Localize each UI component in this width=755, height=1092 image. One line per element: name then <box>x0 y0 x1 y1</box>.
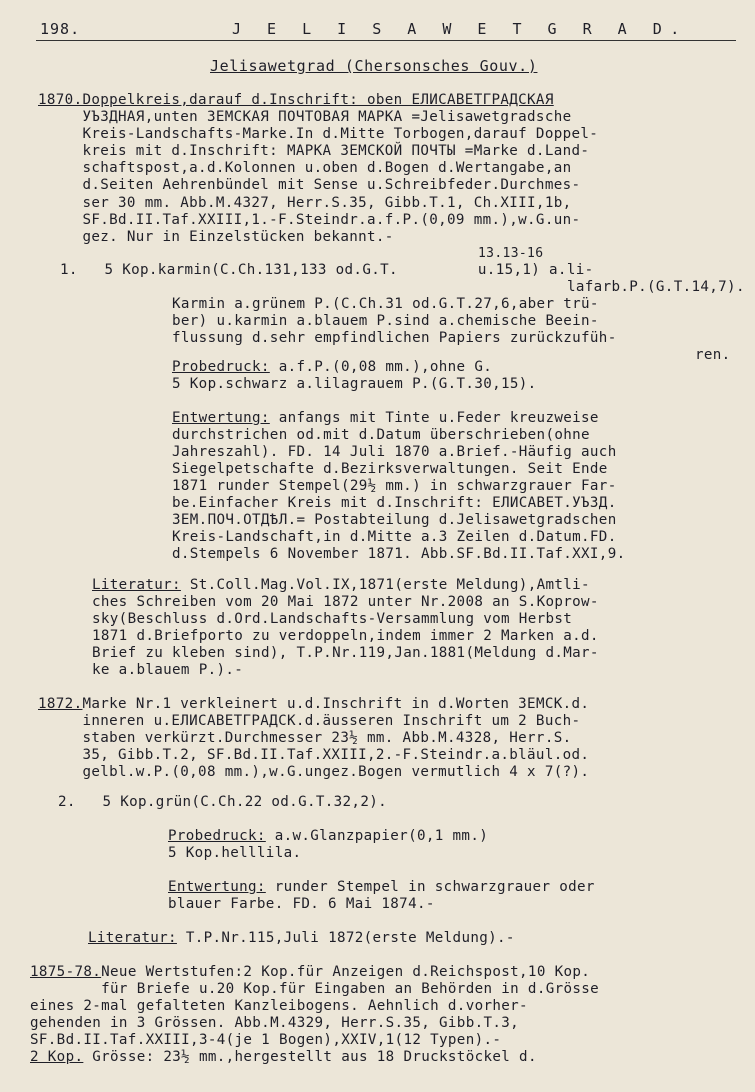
text-line: 2. 5 Kop.grün(C.Ch.22 od.G.T.32,2). <box>58 794 387 810</box>
text-line: be.Einfacher Kreis mit d.Inschrift: ЕЛИСАВЕТ.УЪЗД. <box>172 495 617 511</box>
text-line: 1872.Marke Nr.1 verkleinert u.d.Inschrift in d.Worten ЗЕМСК.d. <box>38 696 590 712</box>
text-line: blauer Farbe. FD. 6 Mai 1874.- <box>168 896 435 912</box>
text-line: ber) u.karmin a.blauem P.sind a.chemische Beein- <box>172 313 599 329</box>
year-label: 1875-78. <box>30 964 102 980</box>
text-line: ren. <box>695 347 731 363</box>
text-line: d.Seiten Aehrenbündel mit Sense u.Schreibfeder.Durchmes- <box>38 177 581 193</box>
text-line: 1875-78.Neue Wertstufen:2 Kop.für Anzeigen d.Reichspost,10 Kop. <box>30 964 591 980</box>
text-line: Kreis-Landschafts-Marke.In d.Mitte Torbogen,darauf Doppel- <box>38 126 599 142</box>
section-label: Entwertung: <box>168 879 266 895</box>
text-line: Jahreszahl). FD. 14 Juli 1870 a.Brief.-Häufig auch <box>172 444 617 460</box>
running-head: J E L I S A W E T G R A D. <box>232 20 688 38</box>
section-label: Entwertung: <box>172 410 270 426</box>
text-line: 1871 d.Briefporto zu verdoppeln,indem immer 2 Marken a.d. <box>92 628 599 644</box>
text-line: УЪЗДНАЯ,unten ЗЕМСКАЯ ПОЧТОВАЯ МАРКА =Jelisawetgradsche <box>38 109 572 125</box>
text-line: Entwertung: anfangs mit Tinte u.Feder kreuzweise <box>172 410 599 426</box>
text-line: 13.13-16 <box>478 246 544 261</box>
text-line: gehenden in 3 Grössen. Abb.M.4329, Herr.S.35, Gibb.T.3, <box>30 1015 520 1031</box>
text-line: 1871 runder Stempel(29½ mm.) in schwarzgrauer Far- <box>172 478 617 494</box>
text-line: Kreis-Landschaft,in d.Mitte a.3 Zeilen d.Datum.FD. <box>172 529 617 545</box>
text-line: ke a.blauem P.).- <box>92 662 244 678</box>
text-line: Literatur: St.Coll.Mag.Vol.IX,1871(erste Meldung),Amtli- <box>92 577 590 593</box>
text-line: 1870.Doppelkreis,darauf d.Inschrift: oben ЕЛИСАВЕТГРАДСКАЯ <box>38 92 554 108</box>
section-label: Literatur: <box>92 577 181 593</box>
text-line: Probedruck: a.w.Glanzpapier(0,1 mm.) <box>168 828 489 844</box>
text-line: ches Schreiben vom 20 Mai 1872 unter Nr.2008 an S.Koprow- <box>92 594 599 610</box>
text-line: eines 2-mal gefalteten Kanzleibogens. Aehnlich d.vorher- <box>30 998 528 1014</box>
text-line: gelbl.w.P.(0,08 mm.),w.G.ungez.Bogen vermutlich 4 x 7(?). <box>38 764 590 780</box>
text-line: staben verkürzt.Durchmesser 23½ mm. Abb.M.4328, Herr.S. <box>38 730 572 746</box>
header-rule <box>36 40 736 41</box>
text-line: Karmin a.grünem P.(C.Ch.31 od.G.T.27,6,aber trü- <box>172 296 599 312</box>
text-line: 5 Kop.schwarz a.lilagrauem P.(G.T.30,15). <box>172 376 537 392</box>
text-line: kreis mit d.Inschrift: МАРКА ЗЕМСКОЙ ПОЧТЫ =Marke d.Land- <box>38 143 590 159</box>
text-line: 35, Gibb.T.2, SF.Bd.II.Taf.XXIII,2.-F.Steindr.a.bläul.od. <box>38 747 590 763</box>
text-line: ЗЕМ.ПОЧ.ОТДѢЛ.= Postabteilung d.Jelisawetgradschen <box>172 512 617 528</box>
text-line: Brief zu kleben sind), T.P.Nr.119,Jan.1881(Meldung d.Mar- <box>92 645 599 661</box>
text-line: inneren u.ЕЛИСАВЕТГРАДСК.d.äusseren Inschrift um 2 Buch- <box>38 713 581 729</box>
text-line: flussung d.sehr empfindlichen Papiers zurückzufüh- <box>172 330 617 346</box>
text-line: 5 Kop.helllila. <box>168 845 302 861</box>
text-line: gez. Nur in Einzelstücken bekannt.- <box>38 229 394 245</box>
text-line: durchstrichen od.mit d.Datum überschrieben(ohne <box>172 427 590 443</box>
text-line: für Briefe u.20 Kop.für Eingaben an Behörden in d.Grösse <box>101 981 600 997</box>
year-label: 1872. <box>38 696 83 712</box>
text-line: Literatur: T.P.Nr.115,Juli 1872(erste Meldung).- <box>88 930 515 946</box>
section-subtitle: Jelisawetgrad (Chersonsches Gouv.) <box>210 57 538 75</box>
text-line: Probedruck: a.f.P.(0,08 mm.),ohne G. <box>172 359 493 375</box>
text-line: lafarb.P.(G.T.14,7). <box>567 279 745 295</box>
text-line: ser 30 mm. Abb.M.4327, Herr.S.35, Gibb.T.1, Ch.XIII,1b, <box>38 195 572 211</box>
section-label: Probedruck: <box>172 359 270 375</box>
section-label: 2 Kop. <box>30 1049 84 1065</box>
text-line: SF.Bd.II.Taf.XXIII,3-4(je 1 Bogen),XXIV,1(12 Typen).- <box>30 1032 502 1048</box>
page-number: 198. <box>40 20 81 38</box>
text-line: sky(Beschluss d.Ord.Landschafts-Versammlung vom Herbst <box>92 611 573 627</box>
section-label: Probedruck: <box>168 828 266 844</box>
text-line: Entwertung: runder Stempel in schwarzgrauer oder <box>168 879 595 895</box>
section-label: Literatur: <box>88 930 177 946</box>
text-line: SF.Bd.II.Taf.XXIII,1.-F.Steindr.a.f.P.(0,09 mm.),w.G.un- <box>38 212 581 228</box>
text-line: 2 Kop. Grösse: 23½ mm.,hergestellt aus 18 Druckstöckel d. <box>30 1049 537 1065</box>
text-line: 1. 5 Kop.karmin(C.Ch.131,133 od.G.T. u.15,1) a.li- <box>60 262 594 278</box>
text-line: Siegelpetschafte d.Bezirksverwaltungen. Seit Ende <box>172 461 608 477</box>
text-line: d.Stempels 6 November 1871. Abb.SF.Bd.II.Taf.XXI,9. <box>172 546 626 562</box>
text-line: schaftspost,a.d.Kolonnen u.oben d.Bogen d.Wertangabe,an <box>38 160 572 176</box>
